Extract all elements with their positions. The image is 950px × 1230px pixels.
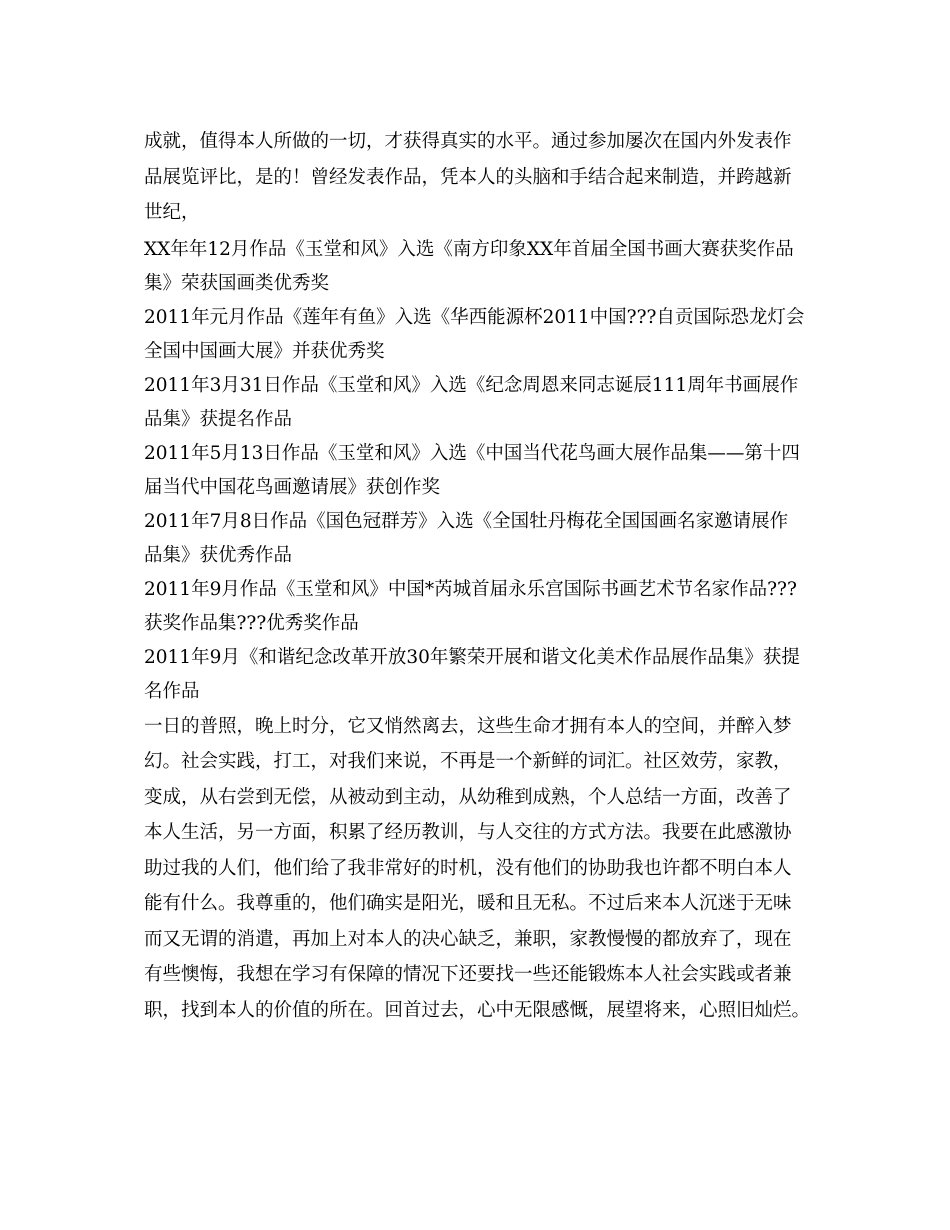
document-body — [144, 124, 814, 1028]
text-line: 成就，值得本人所做的一切，才获得真实的水平。通过参加屡次在国内外发表作 — [144, 131, 792, 152]
award-entry — [144, 505, 814, 573]
text-line: 变成，从右尝到无偿，从被动到主动，从幼稚到成熟，个人总结一方面，改善了 — [144, 786, 792, 808]
text-line: 品集》获优秀作品 — [144, 544, 293, 566]
text-line: 品集》获提名作品 — [144, 408, 293, 430]
text-line: 品展览评比，是的！曾经发表作品，凭本人的头脑和手结合起来制造，并跨越新 — [144, 166, 792, 188]
text-line: 职，找到本人的价值的所在。回首过去，心中无限感慨，展望将来，心照旧灿烂。 — [144, 999, 811, 1021]
text-line: 助过我的人们，他们给了我非常好的时机，没有他们的协助我也许都不明白本人 — [144, 857, 792, 879]
text-line: 有些懊悔，我想在学习有保障的情况下还要找一些还能锻炼本人社会实践或者兼 — [144, 964, 792, 985]
text-line: 2011年元月作品《莲年有鱼》入选《华西能源杯2011中国???自贡国际恐龙灯会 — [144, 306, 805, 328]
paragraph-reflection — [144, 709, 814, 1029]
text-line: 幻。社会实践，打工，对我们来说，不再是一个新鲜的词汇。社区效劳，家教， — [144, 751, 792, 772]
text-line: 2011年3月31日作品《玉堂和风》入选《纪念周恩来同志诞辰111周年书画展作 — [144, 374, 799, 396]
text-line: 集》荣获国画类优秀奖 — [144, 272, 330, 294]
award-entry — [144, 573, 814, 641]
text-line: XX年年12月作品《玉堂和风》入选《南方印象XX年首届全国书画大赛获奖作品 — [144, 238, 794, 260]
text-line: 2011年7月8日作品《国色冠群芳》入选《全国牡丹梅花全国国画名家邀请展作 — [144, 510, 789, 532]
text-line: 本人生活，另一方面，积累了经历教训，与人交往的方式方法。我要在此感激协 — [144, 822, 792, 843]
award-entry — [144, 233, 814, 301]
text-line: 世纪， — [144, 202, 200, 223]
text-line: 届当代中国花鸟画邀请展》获创作奖 — [144, 476, 441, 498]
text-line: 而又无谓的消遣，再加上对本人的决心缺乏，兼职，家教慢慢的都放弃了，现在 — [144, 928, 792, 950]
text-line: 全国中国画大展》并获优秀奖 — [144, 340, 385, 362]
text-line: 2011年9月作品《玉堂和风》中国*芮城首届永乐宫国际书画艺术节名家作品??? — [144, 578, 797, 600]
text-line: 能有什么。我尊重的，他们确实是阳光，暖和且无私。不过后来本人沉迷于无味 — [144, 893, 792, 914]
award-entry — [144, 369, 814, 437]
award-entry — [144, 641, 814, 709]
text-line: 获奖作品集???优秀奖作品 — [144, 612, 359, 634]
text-line: 2011年9月《和谐纪念改革开放30年繁荣开展和谐文化美术作品展作品集》获提 — [144, 646, 800, 668]
award-entry — [144, 437, 814, 505]
text-line: 一日的普照，晚上时分，它又悄然离去，这些生命才拥有本人的空间，并醉入梦 — [144, 715, 792, 737]
paragraph-intro — [144, 124, 814, 231]
award-entry — [144, 301, 814, 369]
text-line: 名作品 — [144, 680, 200, 702]
text-line: 2011年5月13日作品《玉堂和风》入选《中国当代花鸟画大展作品集——第十四 — [144, 442, 800, 464]
